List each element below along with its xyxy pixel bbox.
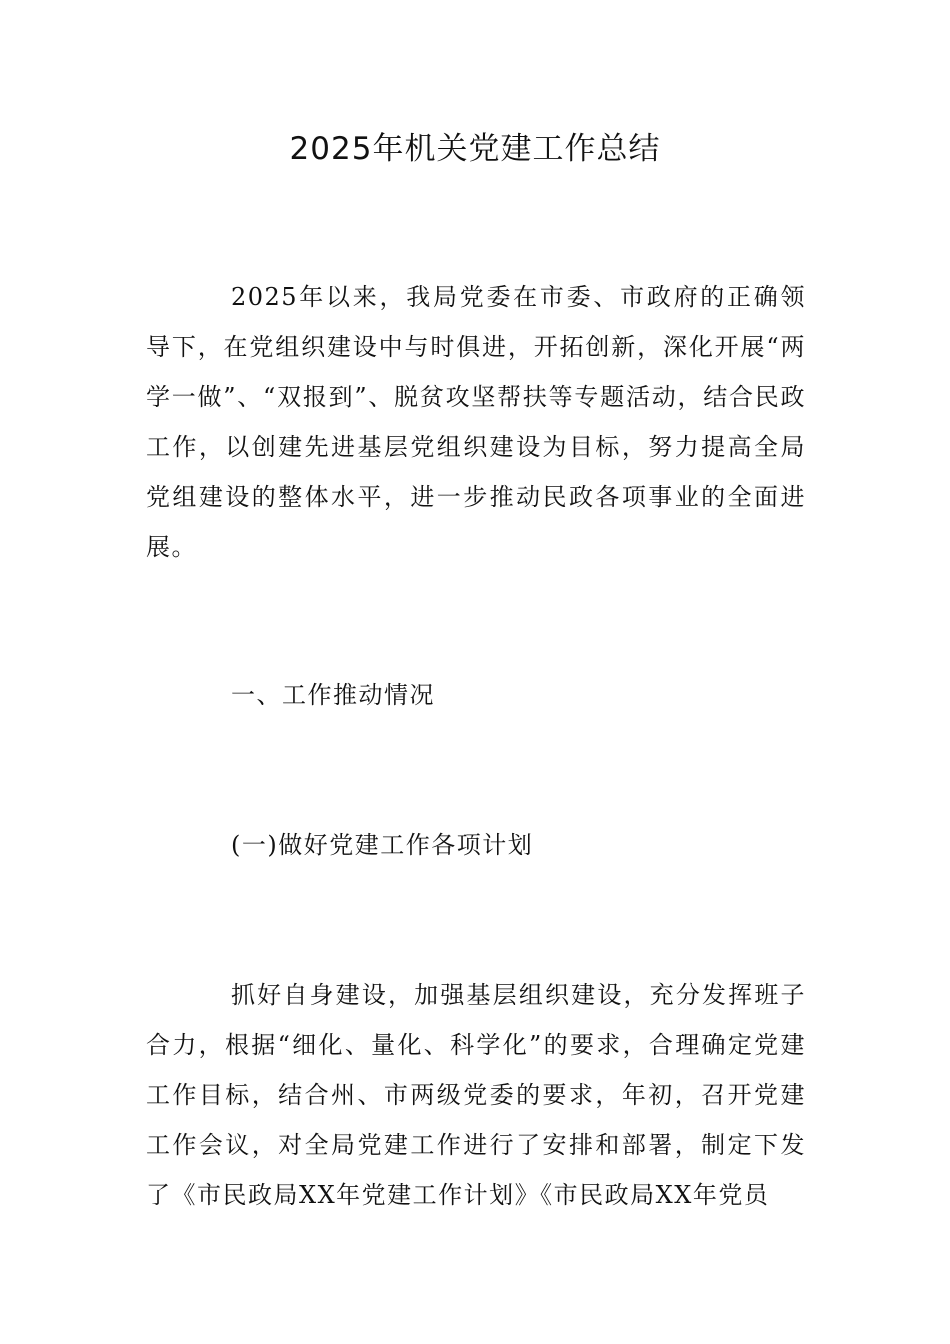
intro-paragraph: 2025年以来，我局党委在市委、市政府的正确领导下，在党组织建设中与时俱进，开拓创新，深化开展“两学一做”、“双报到”、脱贫攻坚帮扶等专题活动，结合民政工作，以创建先进基层党组织建设为目标，努力提高全局党组建设的整体水平，进一步推动民政各项事业的全面进展。 bbox=[146, 283, 806, 561]
section-heading: 一、工作推动情况 bbox=[231, 681, 435, 709]
body-paragraph: 抓好自身建设，加强基层组织建设，充分发挥班子合力，根据“细化、量化、科学化”的要求，合理确定党建工作目标，结合州、市两级党委的要求，年初，召开党建工作会议，对全局党建工作进行了安排和部署，制定下发了《市民政局XX年党建工作计划》《市民政局XX年党员 bbox=[146, 981, 806, 1209]
subsection-heading: (一)做好党建工作各项计划 bbox=[231, 831, 534, 859]
document-title: 2025年机关党建工作总结 bbox=[289, 131, 661, 167]
